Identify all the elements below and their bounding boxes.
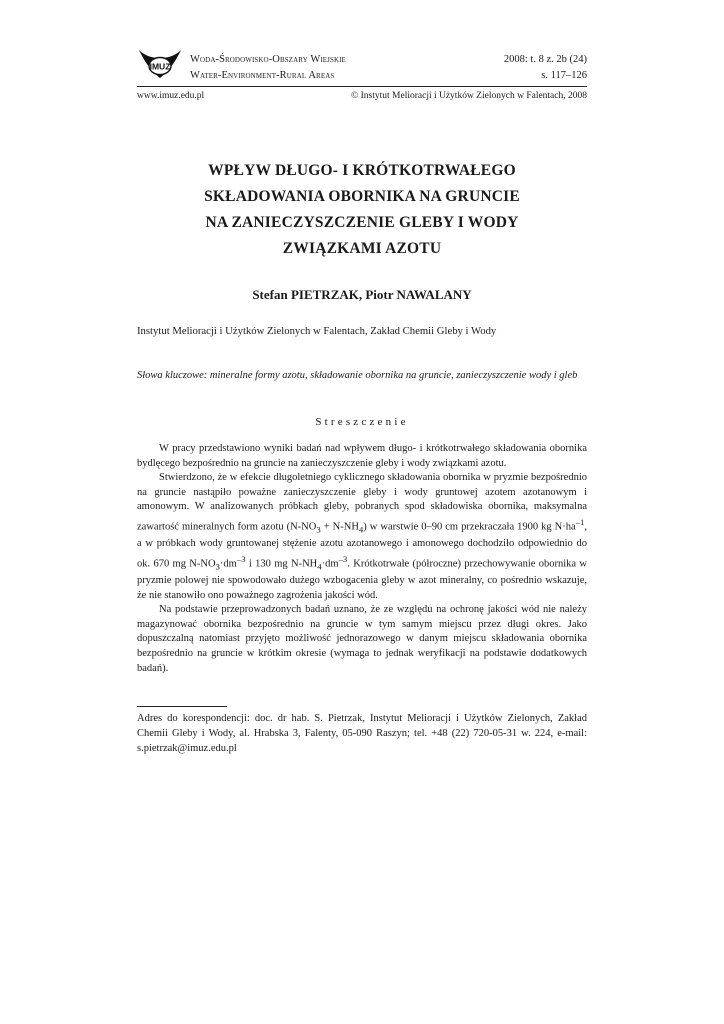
title-line: SKŁADOWANIA OBORNIKA NA GRUNCIE (204, 188, 520, 205)
copyright-notice: © Instytut Melioracji i Użytków Zielonych w Falentach, 2008 (351, 91, 587, 101)
article-title (137, 158, 587, 262)
abstract (137, 442, 587, 676)
title-line: NA ZANIECZYSZCZENIE GLEBY I WODY (205, 214, 519, 231)
title-line: WPŁYW DŁUGO- I KRÓTKOTRWAŁEGO (208, 162, 516, 179)
journal-name-pl: Woda-Środowisko-Obszary Wiejskie (190, 54, 346, 65)
footnote-rule (137, 706, 227, 707)
correspondence-footnote: Adres do korespondencji: doc. dr hab. S. Pietrzak, Instytut Melioracji i Użytków Zielonych, Zakład Chemii Gleby i Wody, al. Hrabska 3, Falenty, 05-090 Raszyn; tel. +48 (22) 720-05-31 w. 224, e-mail: s.pietrzak@imuz.edu.pl (137, 713, 587, 754)
title-line: ZWIĄZKAMI AZOTU (282, 240, 442, 257)
header-rule (137, 86, 587, 87)
volume-info: 2008: t. 8 z. 2b (24) (503, 54, 587, 65)
imuz-logo (137, 47, 183, 81)
abstract-paragraph-1: W pracy przedstawiono wyniki badań nad wpływem długo- i krótkotrwałego składowania obornika bydlęcego bezpośrednio na gruncie na zanieczyszczenie gleby i wody związkami azotu. (137, 443, 587, 469)
page-range: s. 117–126 (541, 70, 587, 81)
keywords: Słowa kluczowe: mineralne formy azotu, składowanie obornika na gruncie, zanieczyszczenie wody i gleb (137, 370, 578, 381)
abstract-paragraph-2: Stwierdzono, że w efekcie długoletniego cyklicznego składowania obornika w pryzmie bezpośrednio na gruncie nastąpiło poważne zanieczyszczenie gleby i wody gruntowej azotem azotanowym i amonowym. W analizowanych próbkach gleby, pobranych spod składowiska obornika, maksymalna zawartość mineralnych form azotu $(N-NO_3 + N-NH_4)$ w warstwie 0–90 cm przekraczała 1900 kg $N\cdot ha^{-1}$, a w próbkach wody gruntowanej stężenie azotu azotanowego i amonowego dochodziło odpowiednio do ok. 670 mg $N-NO_3\cdot dm^{-3}$ i 130 mg $N-NH_4\cdot dm^{-3}$. Krótkotrwałe (półroczne) przechowywanie obornika w pryzmie polowej nie spowodowało dużego wzbogacenia gleby w azot mineralny, co pośrednio wskazuje, że nie stanowiło ono poważnego zagrożenia jakości wód. (137, 472, 587, 601)
logo-text: IMUZ (149, 61, 171, 72)
affiliation: Instytut Melioracji i Użytków Zielonych w Falentach, Zakład Chemii Gleby i Wody (137, 325, 497, 337)
website-link[interactable]: www.imuz.edu.pl (137, 91, 205, 101)
authors: Stefan PIETRZAK, Piotr NAWALANY (252, 287, 472, 302)
journal-name-en: Water-Environment-Rural Areas (190, 70, 335, 81)
abstract-heading: Streszczenie (315, 416, 409, 428)
abstract-paragraph-3: Na podstawie przeprowadzonych badań uznano, że ze względu na ochronę jakości wód nie należy magazynować obornika bezpośrednio na gruncie w tym samym miejscu przez długi okres. Jako dopuszczalną natomiast przyjęto możliwość jednorazowego w danym miejscu składowania obornika bezpośrednio na gruncie w krótkim okresie (wymaga to jednak weryfikacji na podstawie dodatkowych badań). (137, 604, 587, 674)
